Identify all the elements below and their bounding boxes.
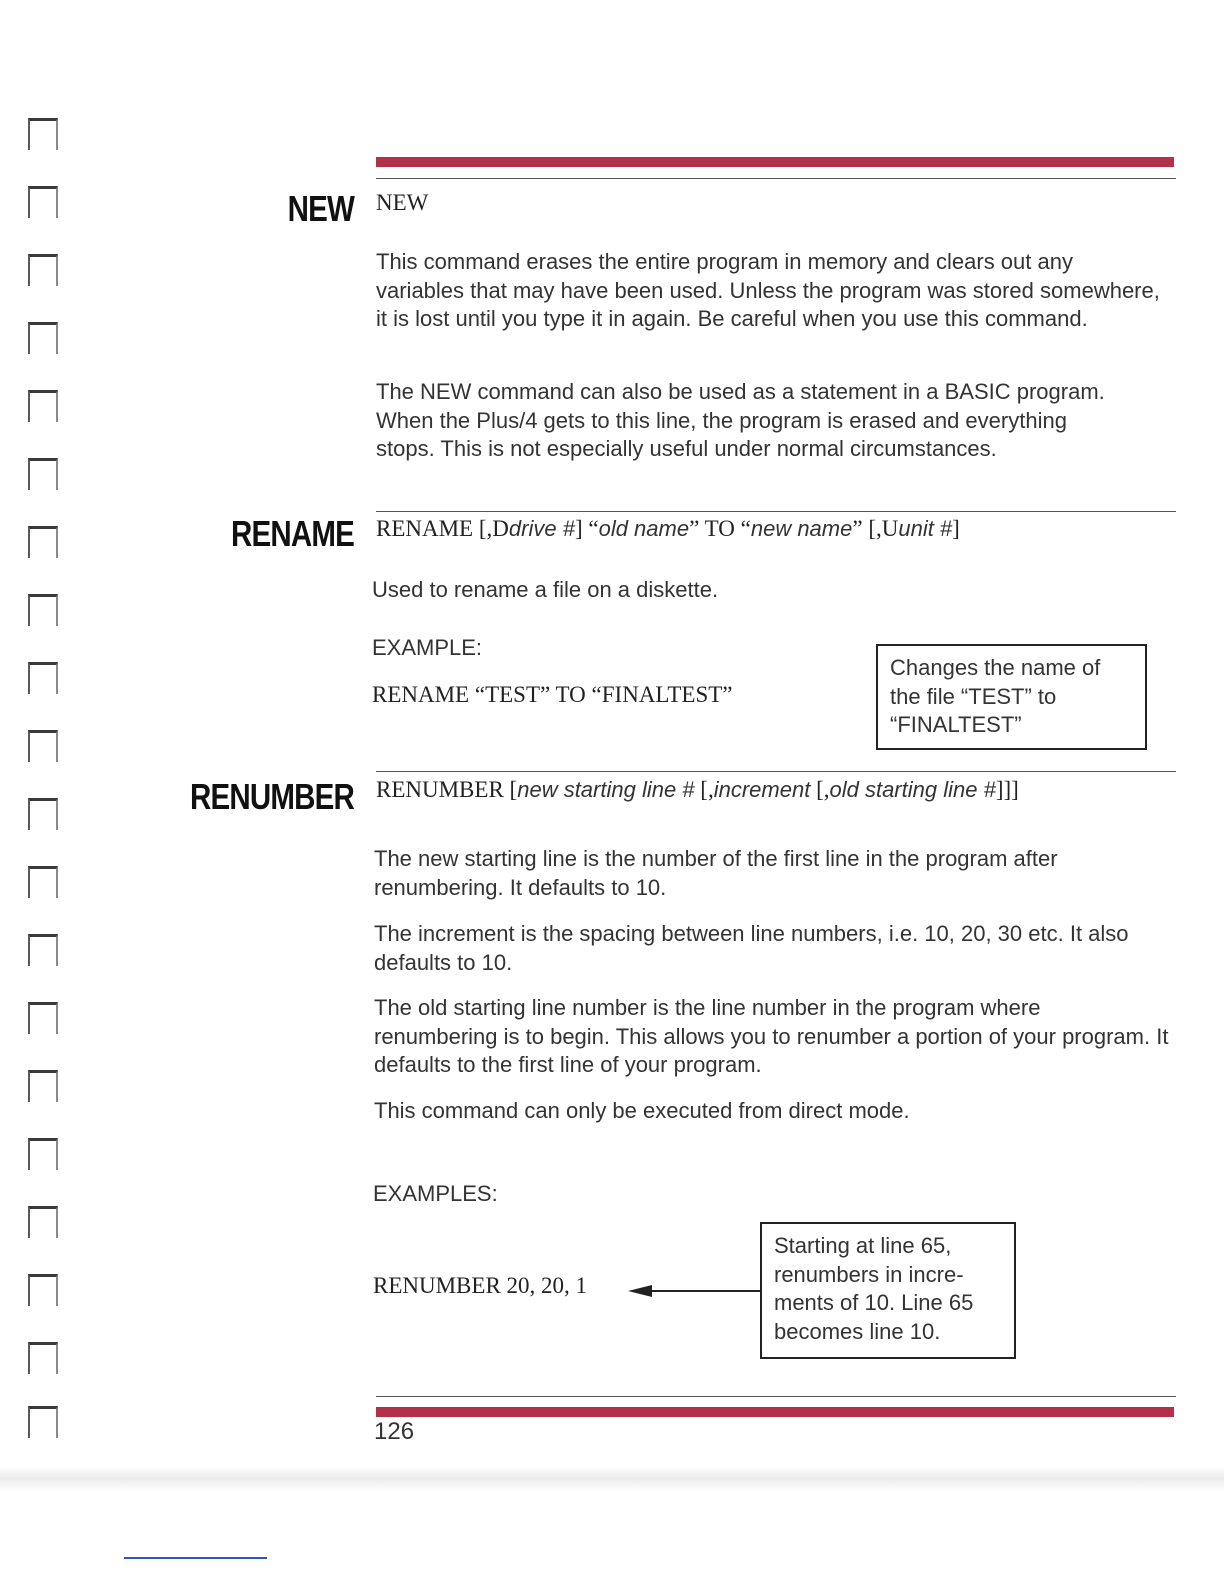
renumber-syntax-part: [ bbox=[503, 777, 518, 802]
new-syntax: NEW bbox=[376, 190, 429, 215]
rename-syntax-part: ” TO “ bbox=[689, 516, 751, 541]
bottom-red-bar bbox=[376, 1407, 1174, 1417]
rename-syntax bbox=[376, 516, 960, 542]
renumber-syntax bbox=[376, 777, 1019, 803]
binder-mark bbox=[28, 662, 58, 694]
binder-mark bbox=[28, 254, 58, 286]
bottom-rule bbox=[376, 1396, 1176, 1397]
renumber-syntax-part: [, bbox=[810, 777, 830, 802]
renumber-syntax-new-start: new starting line # bbox=[517, 777, 695, 802]
renumber-syntax-part: ]]] bbox=[995, 777, 1019, 802]
binder-mark bbox=[28, 1274, 58, 1306]
page-number: 126 bbox=[374, 1418, 415, 1445]
renumber-examples-label: EXAMPLES: bbox=[373, 1181, 498, 1206]
renumber-heading: RENUMBER bbox=[189, 776, 354, 817]
binder-mark bbox=[28, 1002, 58, 1034]
rename-syntax-part: ” [,U bbox=[852, 516, 899, 541]
binder-mark bbox=[28, 1342, 58, 1374]
renumber-syntax-increment: increment bbox=[713, 777, 811, 802]
binder-mark bbox=[28, 118, 58, 150]
rename-syntax-part: ] bbox=[952, 516, 960, 541]
rename-rule bbox=[376, 511, 1176, 512]
binder-mark bbox=[28, 798, 58, 830]
scan-shadow bbox=[0, 1466, 1224, 1492]
renumber-paragraph-3: The old starting line number is the line number in the program where renumbering is to begin. This allows you to renumber a portion of your program. It defaults to the first line of your program. bbox=[374, 995, 1169, 1077]
renumber-syntax-part: [, bbox=[694, 777, 714, 802]
binder-mark bbox=[28, 594, 58, 626]
renumber-paragraph-1: The new starting line is the number of the first line in the program after renumbering. It defaults to 10. bbox=[374, 846, 1058, 900]
new-heading: NEW bbox=[287, 188, 354, 229]
renumber-syntax-old-start: old starting line # bbox=[829, 777, 996, 802]
arrow-head-icon bbox=[628, 1285, 652, 1297]
binder-mark bbox=[28, 730, 58, 762]
rename-syntax-part: ] “ bbox=[574, 516, 599, 541]
top-rule bbox=[376, 178, 1176, 179]
binder-mark bbox=[28, 1138, 58, 1170]
binder-mark bbox=[28, 1206, 58, 1238]
binder-mark bbox=[28, 866, 58, 898]
renumber-paragraph-4: This command can only be executed from direct mode. bbox=[374, 1098, 910, 1123]
binder-mark bbox=[28, 458, 58, 490]
rename-syntax-new-name: new name bbox=[750, 516, 853, 541]
binder-mark bbox=[28, 1406, 58, 1438]
binder-mark bbox=[28, 526, 58, 558]
rename-syntax-part: [,D bbox=[473, 516, 509, 541]
top-red-bar bbox=[376, 157, 1174, 167]
binder-mark bbox=[28, 322, 58, 354]
renumber-rule bbox=[376, 771, 1176, 772]
renumber-paragraph-2: The increment is the spacing between line numbers, i.e. 10, 20, 30 etc. It also defaults to 10. bbox=[374, 921, 1129, 975]
new-paragraph-2: The NEW command can also be used as a statement in a BASIC program. When the Plus/4 gets to this line, the program is erased and everything stops. This is not especially useful under normal circumstances. bbox=[376, 379, 1105, 461]
footer-underline bbox=[124, 1557, 267, 1559]
rename-example-label: EXAMPLE: bbox=[372, 635, 483, 660]
rename-description: Used to rename a file on a diskette. bbox=[372, 577, 719, 602]
rename-syntax-cmd: RENAME bbox=[376, 516, 474, 541]
renumber-example-note: Starting at line 65, renumbers in incre-ments of 10. Line 65 becomes line 10. bbox=[760, 1222, 1016, 1359]
binder-mark bbox=[28, 186, 58, 218]
new-paragraph-1: This command erases the entire program in memory and clears out any variables that may have been used. Unless the program was stored somewhere, it is lost until you type it in again. Be careful when you use this command. bbox=[376, 249, 1160, 331]
rename-syntax-drive: drive # bbox=[508, 516, 575, 541]
renumber-example-code: RENUMBER 20, 20, 1 bbox=[373, 1273, 588, 1298]
renumber-syntax-cmd: RENUMBER bbox=[376, 777, 504, 802]
rename-heading: RENAME bbox=[230, 513, 354, 554]
binder-mark bbox=[28, 1070, 58, 1102]
rename-syntax-unit: unit # bbox=[898, 516, 953, 541]
rename-example-note: Changes the name of the file “TEST” to “FINALTEST” bbox=[876, 644, 1147, 750]
rename-syntax-old-name: old name bbox=[598, 516, 690, 541]
binder-mark bbox=[28, 390, 58, 422]
arrow-line bbox=[650, 1290, 761, 1292]
binder-mark bbox=[28, 934, 58, 966]
rename-example-code: RENAME “TEST” TO “FINALTEST” bbox=[372, 682, 733, 707]
